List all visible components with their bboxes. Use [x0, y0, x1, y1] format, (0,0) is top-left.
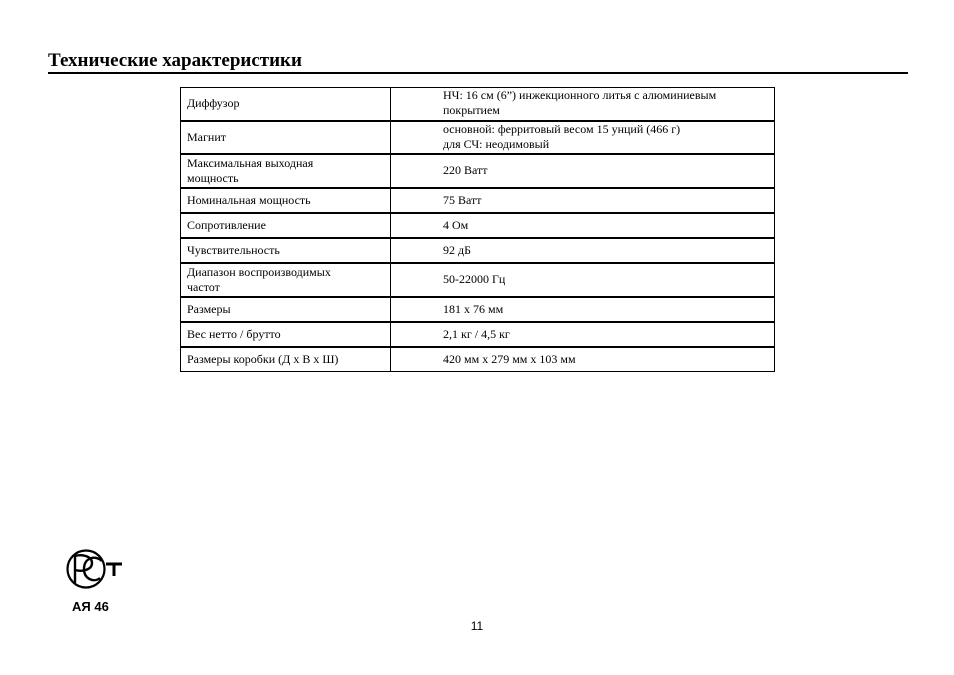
spec-label-line: мощность	[187, 170, 239, 185]
rst-certification-mark-icon	[66, 547, 122, 593]
spec-label: Магнит	[181, 121, 391, 154]
spec-label: Сопротивление	[181, 213, 391, 238]
spec-value: 181 х 76 мм	[391, 297, 775, 322]
spec-value: 2,1 кг / 4,5 кг	[391, 322, 775, 347]
spec-label: Чувствительность	[181, 238, 391, 263]
table-row	[181, 154, 775, 188]
table-row	[181, 188, 775, 213]
spec-value: 50-22000 Гц	[391, 263, 775, 297]
table-row	[181, 121, 775, 154]
table-row	[181, 322, 775, 347]
table-row	[181, 297, 775, 322]
page-number: 11	[470, 619, 484, 633]
spec-value: 92 дБ	[391, 238, 775, 263]
spec-label: Размеры коробки (Д х В х Ш)	[181, 347, 391, 372]
spec-label: Вес нетто / брутто	[181, 322, 391, 347]
spec-label: Размеры	[181, 297, 391, 322]
spec-value	[391, 121, 775, 154]
spec-label: Номинальная мощность	[181, 188, 391, 213]
spec-label-line: частот	[187, 279, 220, 294]
spec-value: 220 Ватт	[391, 154, 775, 188]
spec-value-line: покрытием	[443, 103, 500, 117]
spec-value-line: для СЧ: неодимовый	[443, 136, 550, 151]
spec-label	[181, 263, 391, 297]
table-row	[181, 213, 775, 238]
table-row	[181, 238, 775, 263]
table-row	[181, 347, 775, 372]
specifications-table	[180, 87, 775, 372]
spec-value: 4 Ом	[391, 213, 775, 238]
spec-value-line: НЧ: 16 см (6”) инжекционного литья с алюминиевым	[443, 88, 717, 102]
spec-label	[181, 154, 391, 188]
spec-label-line: Диапазон воспроизводимых	[187, 264, 331, 279]
spec-value: 75 Ватт	[391, 188, 775, 213]
spec-value	[391, 88, 775, 121]
table-row	[181, 88, 775, 121]
spec-label-line: Максимальная выходная	[187, 155, 314, 170]
page-title: Технические характеристики	[48, 50, 302, 71]
table-row	[181, 263, 775, 297]
heading-divider	[48, 72, 908, 74]
spec-label: Диффузор	[181, 88, 391, 121]
spec-value: 420 мм х 279 мм х 103 мм	[391, 347, 775, 372]
spec-value-line: основной: ферритовый весом 15 унций (466 г)	[443, 121, 681, 136]
certification-code: АЯ 46	[72, 599, 109, 614]
